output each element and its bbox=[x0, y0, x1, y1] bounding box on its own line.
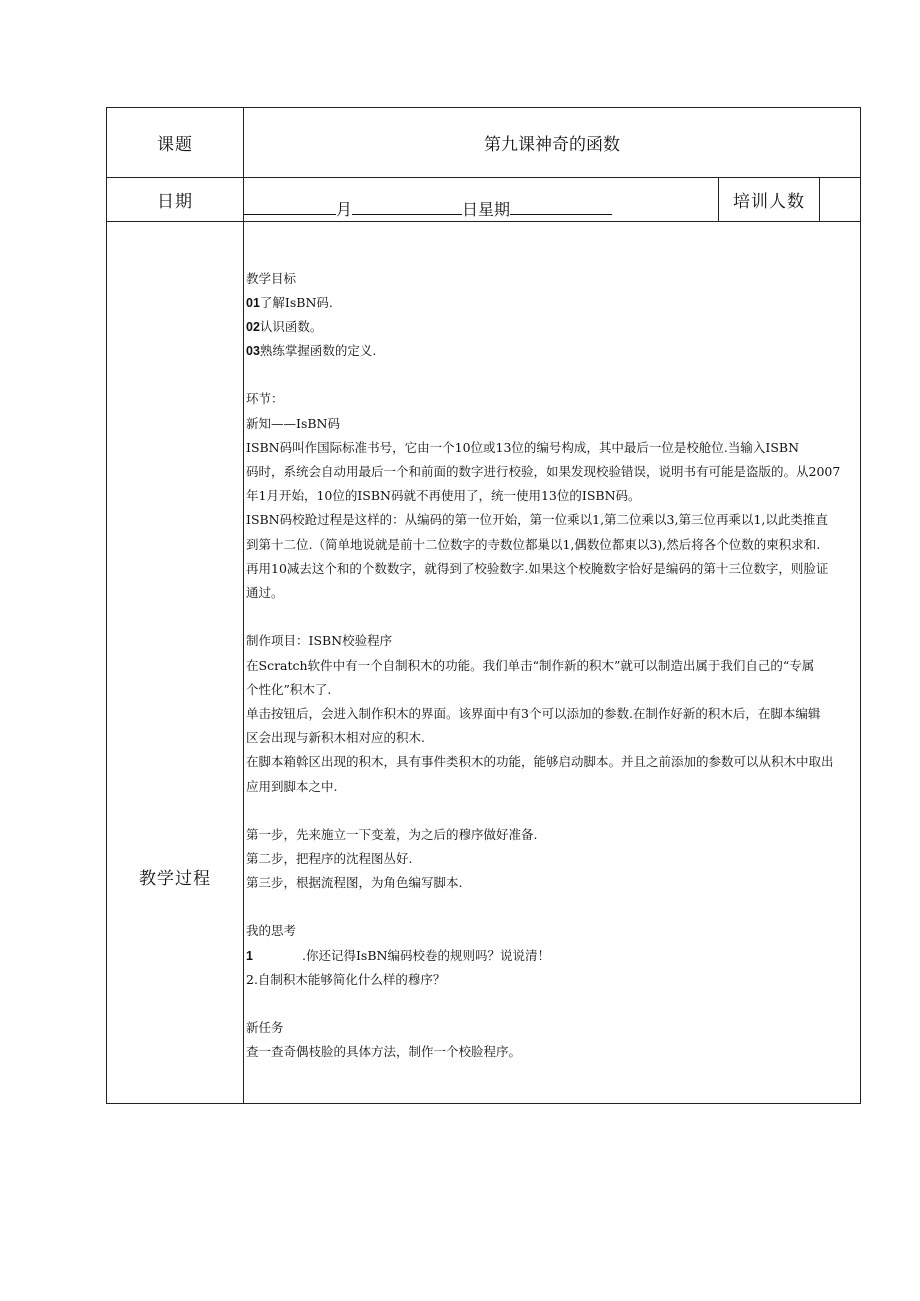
script-line: 应用到脚本之中. bbox=[246, 778, 338, 794]
objectives-heading: 教学目标 bbox=[246, 270, 297, 286]
isbn-paragraph-line: 码时，系统会自动用最后一个和前面的数字进行校验，如果发现校验错误，说明书有可能是盗版的。从2007 bbox=[246, 464, 841, 480]
scratch-line: 在Scratch软件中有一个自制积木的功能。我们单击“制作新的积木”就可以制造出属于我们自己的“专属 bbox=[246, 657, 815, 673]
topic-label: 课题 bbox=[107, 108, 244, 178]
question-item: 2.自制积木能够简化什么样的穆序？ bbox=[246, 971, 446, 987]
isbn-paragraph-line: ISBN码叫作国际标准书号，它由一个10位或13位的编号构成，其中最后一位是校舱位.当输入ISBN bbox=[246, 439, 800, 455]
topic-row bbox=[107, 108, 861, 178]
process-row bbox=[107, 222, 861, 1104]
trainees-value-cell[interactable] bbox=[820, 178, 861, 222]
question-item: 1 .你还记得IsBN编码校卷的规则吗？说说清！ bbox=[246, 947, 550, 963]
isbn-check-line: 通过。 bbox=[246, 585, 284, 601]
script-line: 在脚本箱斡区出现的积木，具有事件类积木的功能，能够启动脚本。并且之前添加的参数可以从积木中取出 bbox=[246, 754, 834, 770]
isbn-paragraph-line: 年1月开始，10位的ISBN码就不再使用了，统一使用13位的ISBN码。 bbox=[246, 488, 641, 504]
isbn-check-line: 到第十二位.（简单地说就是前十二位数字的寺数位都巢以1,偶数位都東以3),然后将各个位数的柬积求和. bbox=[246, 536, 821, 552]
day-blank[interactable] bbox=[352, 200, 462, 215]
date-label: 日期 bbox=[107, 178, 244, 222]
objective-item: 02认识函数。 bbox=[246, 319, 323, 335]
lesson-plan-table bbox=[106, 107, 861, 1104]
month-label: 月 bbox=[336, 200, 353, 219]
task-text: 查一查奇偶枝脸的具体方法，制作一个校脸程序。 bbox=[246, 1044, 522, 1060]
process-content bbox=[244, 261, 860, 1065]
task-heading: 新任务 bbox=[246, 1019, 284, 1035]
weekday-blank[interactable] bbox=[510, 200, 612, 215]
objective-item: 01了解IsBN码. bbox=[246, 294, 333, 310]
lesson-title: 第九课神奇的函数 bbox=[244, 108, 861, 178]
process-label: 教学过程 bbox=[139, 868, 211, 889]
date-field bbox=[244, 178, 719, 222]
month-blank[interactable] bbox=[244, 200, 336, 215]
scratch-line: 个性化”积木了. bbox=[246, 681, 332, 697]
date-row bbox=[107, 178, 861, 222]
new-knowledge-heading: 新知——IsBN码 bbox=[246, 415, 340, 431]
step-item: 第二步，把程序的沈程图丛好. bbox=[246, 850, 413, 866]
think-heading: 我的思考 bbox=[246, 923, 297, 939]
click-line: 单击按钮后，会进入制作积木的界面。该界面中有3个可以添加的参数.在制作好新的积木后，在脚本编辑 bbox=[246, 705, 821, 721]
objective-item: 03熟练掌握函数的定义. bbox=[246, 343, 377, 359]
isbn-check-line: 再用10减去这个和的个数数字，就得到了校验数字.如果这个校腌数字恰好是编码的第十三位数字，则脸证 bbox=[246, 560, 829, 576]
section-heading: 环节： bbox=[246, 391, 284, 407]
step-item: 第三步，根据流程图，为角色编写脚本. bbox=[246, 875, 463, 891]
process-label-cell bbox=[107, 222, 244, 1104]
trainees-label: 培训人数 bbox=[719, 178, 820, 222]
process-content-cell bbox=[244, 222, 861, 1104]
isbn-check-line: ISBN码校跄过程是这样的：从编码的第一位开始，第一位乘以1,第二位乘以3,第三位再乘以1,以此类推直 bbox=[246, 512, 828, 528]
project-heading: 制作项目：ISBN校验程序 bbox=[246, 633, 393, 649]
step-item: 第一步，先来施立一下变羞，为之后的穆序做好准备. bbox=[246, 826, 538, 842]
day-week-label: 日星期 bbox=[462, 200, 511, 219]
click-line: 区会出现与新积木相对应的积木. bbox=[246, 730, 425, 746]
